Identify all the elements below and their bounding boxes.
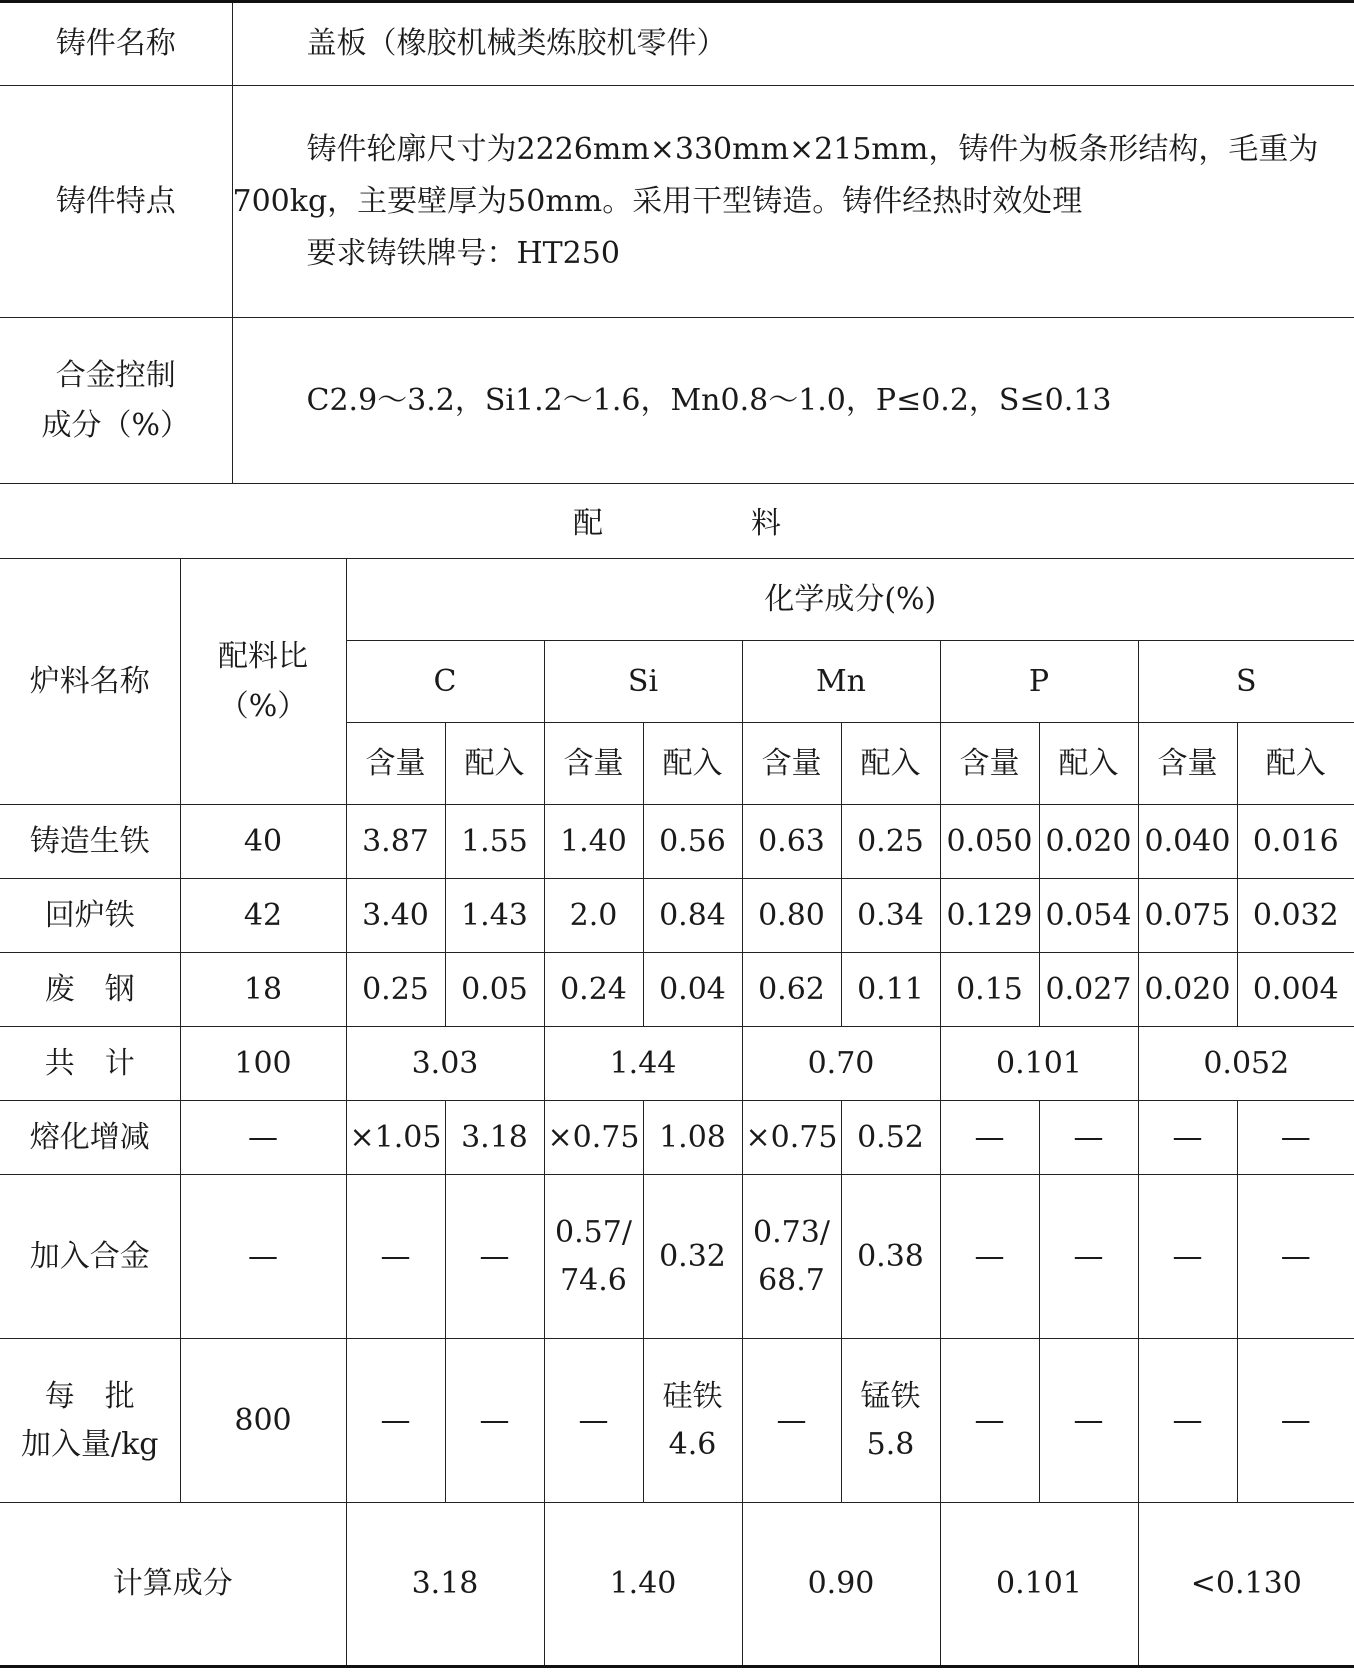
table-row-melt xyxy=(0,1101,1354,1175)
calc-c: 3.18 xyxy=(346,1503,544,1667)
cell: 0.52 xyxy=(841,1101,940,1175)
name-value: 盖板（橡胶机械类炼胶机零件） xyxy=(232,2,1354,86)
cell: 0.11 xyxy=(841,953,940,1027)
cell: 0.63 xyxy=(742,805,841,879)
cell: 1.08 xyxy=(643,1101,742,1175)
row-name: 共 计 xyxy=(0,1027,180,1101)
cell: — xyxy=(742,1339,841,1503)
cell: 3.40 xyxy=(346,879,445,953)
cell: 3.87 xyxy=(346,805,445,879)
header-added: 配入 xyxy=(445,723,544,805)
cell: 0.80 xyxy=(742,879,841,953)
row-ratio: — xyxy=(180,1175,346,1339)
header-element-mn: Mn xyxy=(742,641,940,723)
cell: — xyxy=(544,1339,643,1503)
total-mn: 0.70 xyxy=(742,1027,940,1101)
cell: — xyxy=(1138,1175,1237,1339)
cell: — xyxy=(1138,1101,1237,1175)
calc-si: 1.40 xyxy=(544,1503,742,1667)
table-row-returns xyxy=(0,879,1354,953)
header-element-p: P xyxy=(940,641,1138,723)
cell: — xyxy=(940,1175,1039,1339)
cell: 0.020 xyxy=(1039,805,1138,879)
name-label: 铸件名称 xyxy=(0,2,232,86)
alloy-mn-added: 0.38 xyxy=(841,1175,940,1339)
info-row-name xyxy=(0,2,1354,86)
batch-mn-added: 锰铁 5.8 xyxy=(841,1339,940,1503)
casting-info-table xyxy=(0,0,1354,484)
header-added: 配入 xyxy=(1237,723,1354,805)
row-name: 回炉铁 xyxy=(0,879,180,953)
cell: 1.40 xyxy=(544,805,643,879)
table-row-scrap-steel xyxy=(0,953,1354,1027)
cell: 0.04 xyxy=(643,953,742,1027)
total-c: 3.03 xyxy=(346,1027,544,1101)
header-row-1 xyxy=(0,559,1354,641)
cell: — xyxy=(1039,1175,1138,1339)
row-ratio: 18 xyxy=(180,953,346,1027)
cell: — xyxy=(346,1175,445,1339)
cell: 0.054 xyxy=(1039,879,1138,953)
cell: 0.004 xyxy=(1237,953,1354,1027)
row-ratio: 42 xyxy=(180,879,346,953)
alloy-label-line-1: 合金控制 xyxy=(55,357,176,393)
header-content: 含量 xyxy=(940,723,1039,805)
feature-value xyxy=(232,86,1354,318)
batch-name: 每 批 加入量/kg xyxy=(0,1339,180,1503)
cell: 0.25 xyxy=(346,953,445,1027)
title-left: 配 xyxy=(573,506,603,541)
calc-p: 0.101 xyxy=(940,1503,1138,1667)
header-content: 含量 xyxy=(742,723,841,805)
cell: ×0.75 xyxy=(544,1101,643,1175)
calc-mn: 0.90 xyxy=(742,1503,940,1667)
cell: 0.050 xyxy=(940,805,1039,879)
alloy-si-content: 0.57/ 74.6 xyxy=(544,1175,643,1339)
row-ratio: 40 xyxy=(180,805,346,879)
header-content: 含量 xyxy=(346,723,445,805)
table-row-calc xyxy=(0,1503,1354,1667)
header-content: 含量 xyxy=(1138,723,1237,805)
header-element-s: S xyxy=(1138,641,1354,723)
info-row-feature xyxy=(0,86,1354,318)
table-row-batch xyxy=(0,1339,1354,1503)
cell: — xyxy=(445,1339,544,1503)
header-charge-name: 炉料名称 xyxy=(0,559,180,805)
feature-line-2: 700kg，主要壁厚为50mm。采用干型铸造。铸件经热时效处理 xyxy=(232,183,1083,219)
cell: 0.040 xyxy=(1138,805,1237,879)
cell: 0.129 xyxy=(940,879,1039,953)
cell: — xyxy=(1237,1101,1354,1175)
cell: 0.56 xyxy=(643,805,742,879)
cell: — xyxy=(1039,1339,1138,1503)
feature-label: 铸件特点 xyxy=(0,86,232,318)
batch-si-added: 硅铁 4.6 xyxy=(643,1339,742,1503)
row-ratio: 800 xyxy=(180,1339,346,1503)
title-right: 料 xyxy=(751,506,781,541)
row-name: 加入合金 xyxy=(0,1175,180,1339)
table-row-total xyxy=(0,1027,1354,1101)
cell: — xyxy=(445,1175,544,1339)
header-added: 配入 xyxy=(841,723,940,805)
charge-table xyxy=(0,558,1354,1668)
calc-name: 计算成分 xyxy=(0,1503,346,1667)
cell: — xyxy=(346,1339,445,1503)
header-element-c: C xyxy=(346,641,544,723)
alloy-si-added: 0.32 xyxy=(643,1175,742,1339)
row-ratio: — xyxy=(180,1101,346,1175)
cell: — xyxy=(1138,1339,1237,1503)
header-element-si: Si xyxy=(544,641,742,723)
cell: — xyxy=(1237,1339,1354,1503)
table-row-alloy xyxy=(0,1175,1354,1339)
feature-line-3: 要求铸铁牌号：HT250 xyxy=(306,235,620,271)
row-ratio: 100 xyxy=(180,1027,346,1101)
cell: ×1.05 xyxy=(346,1101,445,1175)
cell: ×0.75 xyxy=(742,1101,841,1175)
cell: 0.62 xyxy=(742,953,841,1027)
cell: 0.075 xyxy=(1138,879,1237,953)
header-added: 配入 xyxy=(643,723,742,805)
cell: 3.18 xyxy=(445,1101,544,1175)
cell: 0.027 xyxy=(1039,953,1138,1027)
cell: 0.34 xyxy=(841,879,940,953)
cell: 0.15 xyxy=(940,953,1039,1027)
feature-line-1: 铸件轮廓尺寸为2226mm×330mm×215mm，铸件为板条形结构，毛重为 xyxy=(306,131,1319,167)
cell: 0.032 xyxy=(1237,879,1354,953)
alloy-value: C2.9～3.2，Si1.2～1.6，Mn0.8～1.0，P≤0.2，S≤0.13 xyxy=(232,318,1354,484)
row-name: 铸造生铁 xyxy=(0,805,180,879)
cell: 1.55 xyxy=(445,805,544,879)
cell: 0.84 xyxy=(643,879,742,953)
calc-s: <0.130 xyxy=(1138,1503,1354,1667)
info-row-alloy xyxy=(0,318,1354,484)
alloy-mn-content: 0.73/ 68.7 xyxy=(742,1175,841,1339)
cell: — xyxy=(940,1339,1039,1503)
cell: 0.016 xyxy=(1237,805,1354,879)
header-chem: 化学成分(%) xyxy=(346,559,1354,641)
total-s: 0.052 xyxy=(1138,1027,1354,1101)
cell: 0.05 xyxy=(445,953,544,1027)
row-name: 废 钢 xyxy=(0,953,180,1027)
header-ratio: 配料比 （%） xyxy=(180,559,346,805)
total-p: 0.101 xyxy=(940,1027,1138,1101)
total-si: 1.44 xyxy=(544,1027,742,1101)
alloy-label-line-2: 成分（%） xyxy=(41,407,190,443)
cell: — xyxy=(1237,1175,1354,1339)
cell: — xyxy=(1039,1101,1138,1175)
cell: 2.0 xyxy=(544,879,643,953)
row-name: 熔化增减 xyxy=(0,1101,180,1175)
alloy-label xyxy=(0,318,232,484)
cell: 0.24 xyxy=(544,953,643,1027)
table-row-pig-iron xyxy=(0,805,1354,879)
header-added: 配入 xyxy=(1039,723,1138,805)
cell: 1.43 xyxy=(445,879,544,953)
cell: — xyxy=(940,1101,1039,1175)
section-title xyxy=(0,482,1354,558)
cell: 0.25 xyxy=(841,805,940,879)
cell: 0.020 xyxy=(1138,953,1237,1027)
header-content: 含量 xyxy=(544,723,643,805)
